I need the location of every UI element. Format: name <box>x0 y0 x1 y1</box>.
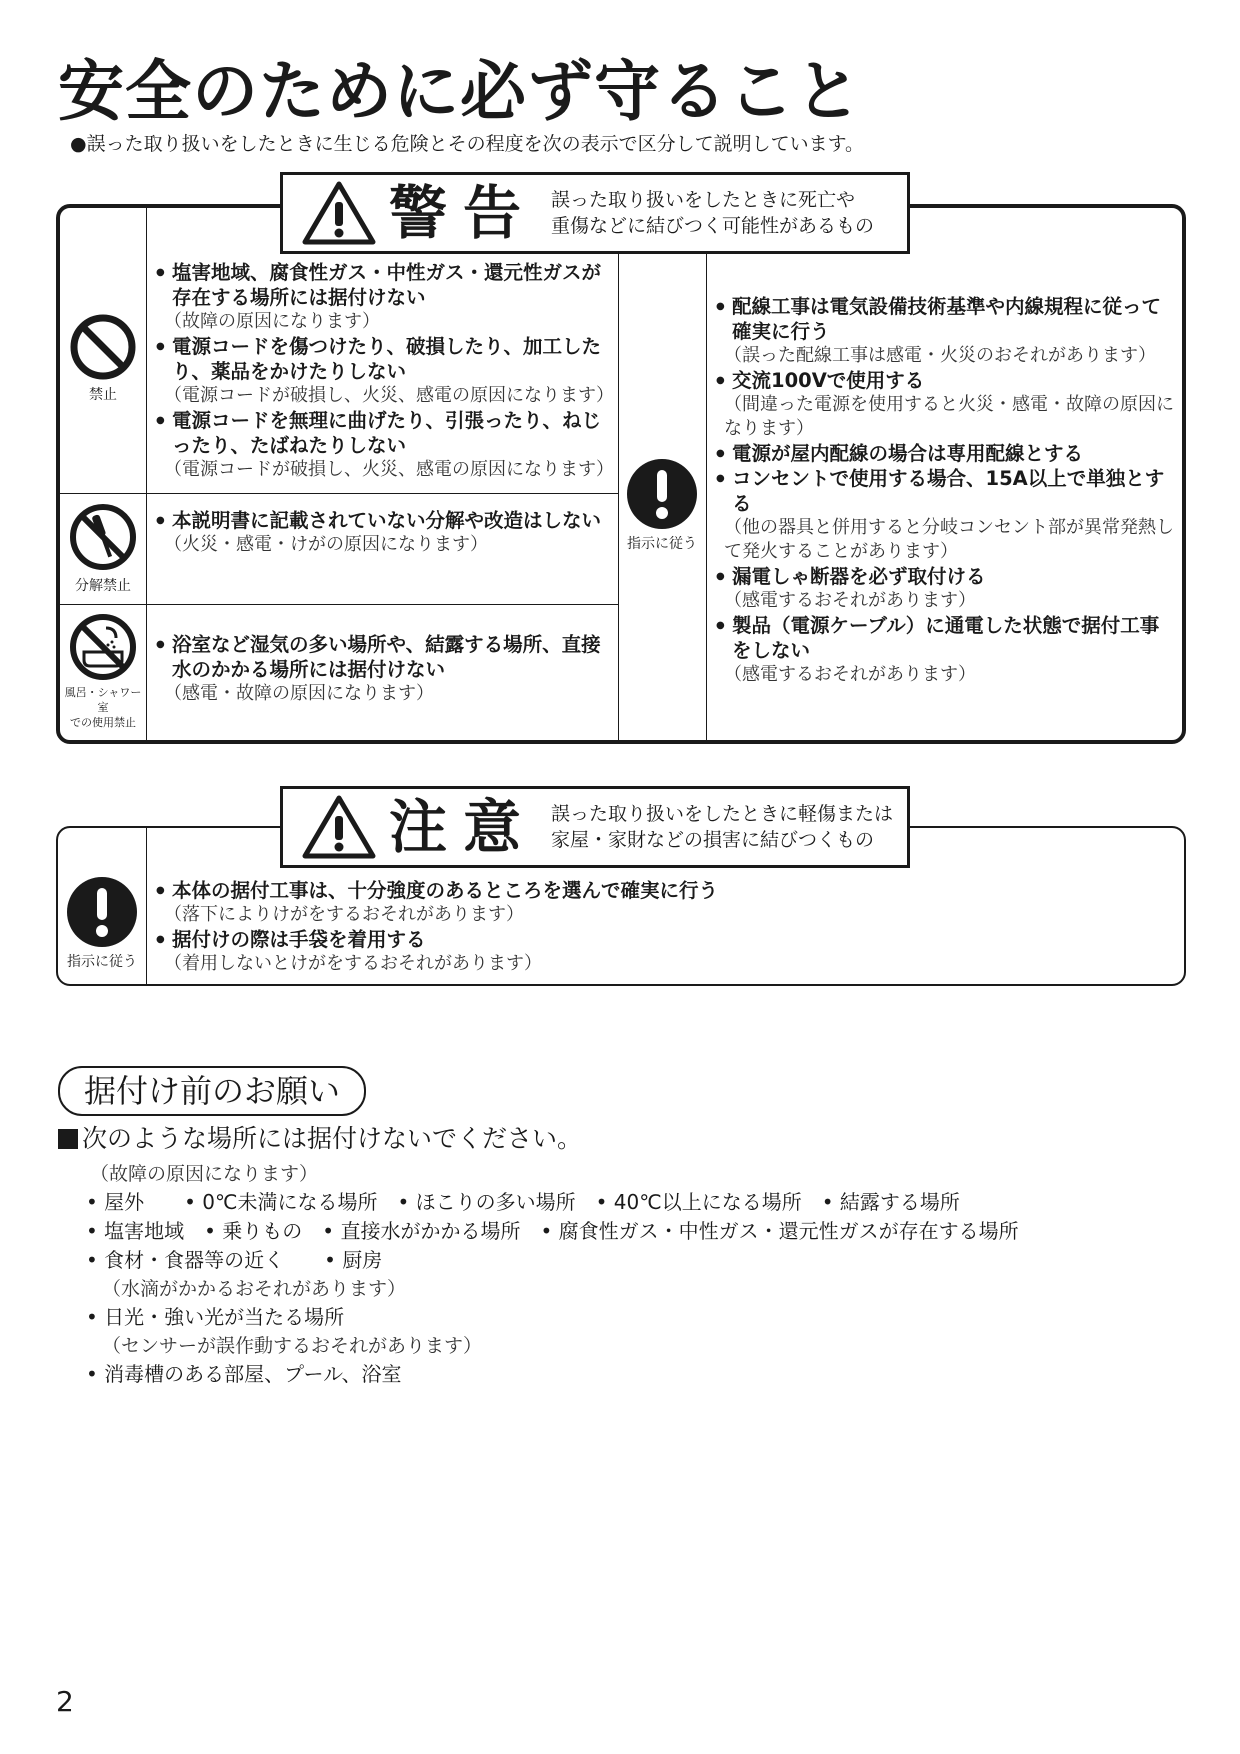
page-number: 2 <box>56 1685 74 1718</box>
list-item: ● 据付けの際は手袋を着用する （着用しないとけがをするおそれがあります） <box>156 927 1156 976</box>
caution-icon-label: 指示に従う <box>67 954 137 970</box>
list-item: • 塩害地域 • 乗りもの • 直接水がかかる場所 • 腐食性ガス・中性ガス・還元性ガスが存在する場所 <box>86 1219 1019 1243</box>
note: （水滴がかかるおそれがあります） <box>102 1278 407 1300</box>
divider <box>146 828 147 984</box>
prohibit-list <box>156 260 614 482</box>
instruction-icon <box>626 458 698 530</box>
divider <box>60 493 618 494</box>
list-item: ● 電源が屋内配線の場合は専用配線とする <box>716 441 1178 466</box>
list-item: ● 漏電しゃ断器を必ず取付ける （感電するおそれがあります） <box>716 564 1178 613</box>
page-title: 安全のために必ず守ること <box>58 53 862 130</box>
caution-list <box>156 878 1156 976</box>
list-item: ● 電源コードを無理に曲げたり、引張ったり、ねじったり、たばねたりしない （電源コードが破損し、火災、感電の原因になります） <box>156 408 610 482</box>
caution-label: 注意 <box>389 793 538 861</box>
list-item: ● 本体の据付工事は、十分強度のあるところを選んで確実に行う （落下によりけがをするおそれがあります） <box>156 878 1156 927</box>
instruction-label: 指示に従う <box>627 536 697 552</box>
list-item: • 日光・強い光が当たる場所 <box>86 1305 345 1329</box>
list-item: • 消毒槽のある部屋、プール、浴室 <box>86 1362 402 1386</box>
instruction-icon <box>66 876 138 948</box>
disassembly-label: 分解禁止 <box>75 578 131 594</box>
list-item: ● 製品（電源ケーブル）に通電した状態で据付工事をしない （感電するおそれがあります） <box>716 613 1178 687</box>
no-bath-shower-icon <box>68 612 138 682</box>
bath-icon-cell <box>60 612 146 730</box>
list-item: ● 浴室など湿気の多い場所や、結露する場所、直接水のかかる場所には据付けない （感電・故障の原因になります） <box>156 632 610 706</box>
pre-install-heading: 据付け前のお願い <box>58 1066 366 1116</box>
prohibit-label: 禁止 <box>89 387 117 403</box>
prohibit-icon-cell <box>60 313 146 404</box>
warning-triangle-icon <box>301 180 377 246</box>
note: （故障の原因になります） <box>90 1163 319 1185</box>
square-bullet-icon <box>58 1129 78 1149</box>
caution-header <box>280 786 910 868</box>
note: （センサーが誤作動するおそれがあります） <box>102 1335 483 1357</box>
warning-header <box>280 172 910 254</box>
divider <box>146 208 147 740</box>
list-item: ● 配線工事は電気設備技術基準や内線規程に従って確実に行う （誤った配線工事は感電・火災のおそれがあります） <box>716 294 1178 368</box>
caution-icon-cell <box>58 876 146 971</box>
disassembly-icon-cell <box>60 502 146 595</box>
bath-label: 風呂・シャワー室 での使用禁止 <box>64 686 142 729</box>
bath-list <box>156 632 610 706</box>
intro-text: ●誤った取り扱いをしたときに生じる危険とその程度を次の表示で区分して説明しています。 <box>70 133 865 155</box>
warning-label: 警告 <box>389 179 538 247</box>
list-item: • 屋外 • 0℃未満になる場所 • ほこりの多い場所 • 40℃以上になる場所 • 結露する場所 <box>86 1190 960 1214</box>
list-item: ● 交流100Vで使用する （間違った電源を使用すると火災・感電・故障の原因になります） <box>716 368 1178 441</box>
list-item: • 食材・食器等の近く • 厨房 <box>86 1248 383 1272</box>
no-disassembly-icon <box>68 502 138 572</box>
pre-install-subheading: 次のような場所には据付けないでください。 <box>58 1122 582 1156</box>
warning-box <box>56 204 1186 744</box>
list-item: ● 電源コードを傷つけたり、破損したり、加工したり、薬品をかけたりしない （電源コードが破損し、火災、感電の原因になります） <box>156 334 610 408</box>
divider <box>706 208 707 740</box>
list-item: ● 本説明書に記載されていない分解や改造はしない （火災・感電・けがの原因になります） <box>156 508 610 557</box>
list-item: ● コンセントで使用する場合、15A以上で単独とする （他の器具と併用すると分岐コンセント部が異常発熱して発火することがあります） <box>716 466 1178 564</box>
caution-triangle-icon <box>301 794 377 860</box>
warning-description: 誤った取り扱いをしたときに死亡や 重傷などに結びつく可能性があるもの <box>551 189 875 237</box>
disassembly-list <box>156 508 610 557</box>
caution-description: 誤った取り扱いをしたときに軽傷または 家屋・家財などの損害に結びつくもの <box>551 803 894 851</box>
list-item: ● 塩害地域、腐食性ガス・中性ガス・還元性ガスが存在する場所には据付けない （故障の原因になります） <box>156 260 610 334</box>
instruction-icon-cell <box>618 458 706 553</box>
prohibit-icon <box>69 313 137 381</box>
instruction-list <box>716 294 1178 687</box>
divider <box>60 604 618 605</box>
pre-install-list <box>86 1160 1019 1389</box>
